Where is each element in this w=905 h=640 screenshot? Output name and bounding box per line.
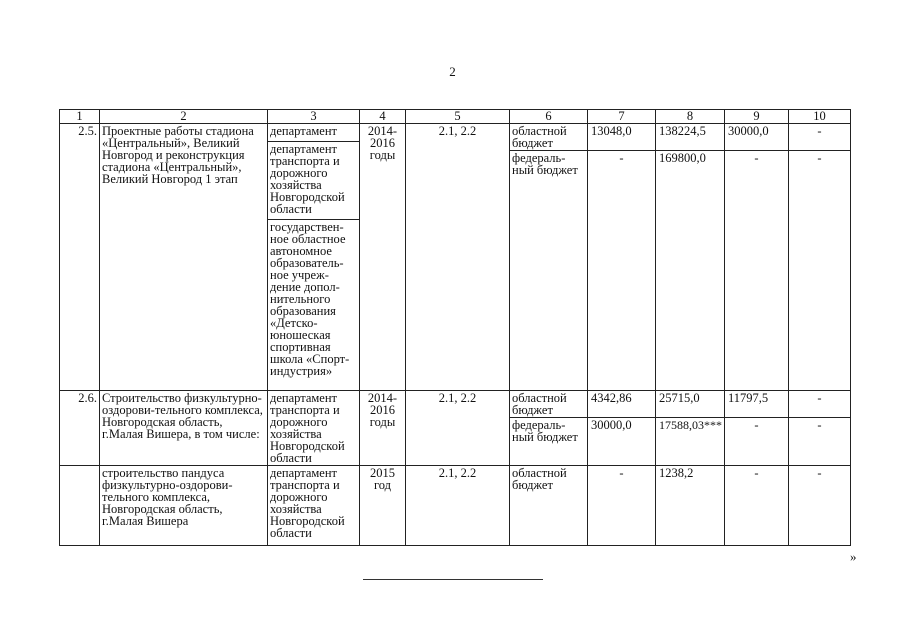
value-col7: - [588, 466, 656, 546]
funding-source: областной бюджет [510, 124, 588, 151]
column-header: 4 [360, 110, 406, 124]
funding-source: федераль-ный бюджет [510, 151, 588, 391]
column-header: 6 [510, 110, 588, 124]
value-col7: 4342,86 [588, 391, 656, 418]
value-col7: - [588, 151, 656, 391]
target-indicators: 2.1, 2.2 [406, 466, 510, 546]
value-col9: 30000,0 [725, 124, 789, 151]
column-header: 3 [268, 110, 360, 124]
table-row [60, 391, 851, 418]
item-number [60, 466, 100, 546]
item-name: строительство пандуса физкультурно-оздорови-тельного комплекса, Новгородская область, г.Малая Вишера [100, 466, 268, 546]
executors-cell [268, 124, 360, 391]
target-indicators: 2.1, 2.2 [406, 124, 510, 391]
executor: департамент транспорта и дорожного хозяйства Новгородской области [268, 142, 359, 220]
value-col8: 17588,03*** [656, 418, 725, 466]
value-col10: - [789, 466, 851, 546]
funding-source: областной бюджет [510, 391, 588, 418]
value-col7: 30000,0 [588, 418, 656, 466]
period: 2014-2016 годы [360, 391, 406, 466]
value-col10: - [789, 151, 851, 391]
period: 2014-2016 годы [360, 124, 406, 391]
target-indicators: 2.1, 2.2 [406, 391, 510, 466]
table-row [60, 466, 851, 546]
executor: департамент транспорта и дорожного хозяйства Новгородской области [268, 391, 360, 466]
table-row [60, 124, 851, 151]
value-col9: - [725, 151, 789, 391]
value-col8: 1238,2 [656, 466, 725, 546]
executor: департамент транспорта и дорожного хозяйства Новгородской области [268, 466, 360, 546]
column-number-row [60, 110, 851, 124]
period: 2015 год [360, 466, 406, 546]
column-header: 1 [60, 110, 100, 124]
footnote-separator [363, 579, 543, 580]
column-header: 9 [725, 110, 789, 124]
column-header: 2 [100, 110, 268, 124]
value-col10: - [789, 391, 851, 418]
column-header: 8 [656, 110, 725, 124]
executor: государствен-ное областное автономное образователь-ное учреж-дение допол-нительного образования «Детско-юношеская спортивная школа «Спорт-индустрия» [270, 220, 350, 378]
column-header: 7 [588, 110, 656, 124]
value-col10: - [789, 124, 851, 151]
executor: департамент [268, 124, 359, 142]
closing-quote: » [850, 549, 857, 564]
program-table [59, 109, 851, 546]
item-number: 2.6. [60, 391, 100, 466]
column-header: 5 [406, 110, 510, 124]
item-name: Строительство физкультурно-оздорови-тельного комплекса, Новгородская область, г.Малая Вишера, в том числе: [100, 391, 268, 466]
value-col10: - [789, 418, 851, 466]
value-col7: 13048,0 [588, 124, 656, 151]
value-col8: 138224,5 [656, 124, 725, 151]
page-number: 2 [449, 64, 456, 79]
value-col8: 169800,0 [656, 151, 725, 391]
funding-source: федераль-ный бюджет [510, 418, 588, 466]
funding-source: областной бюджет [510, 466, 588, 546]
column-header: 10 [789, 110, 851, 124]
value-col9: - [725, 418, 789, 466]
value-col9: - [725, 466, 789, 546]
value-col9: 11797,5 [725, 391, 789, 418]
item-number: 2.5. [60, 124, 100, 391]
value-col8: 25715,0 [656, 391, 725, 418]
item-name: Проектные работы стадиона «Центральный», Великий Новгород и реконструкция стадиона «Центральный», Великий Новгород 1 этап [100, 124, 268, 391]
